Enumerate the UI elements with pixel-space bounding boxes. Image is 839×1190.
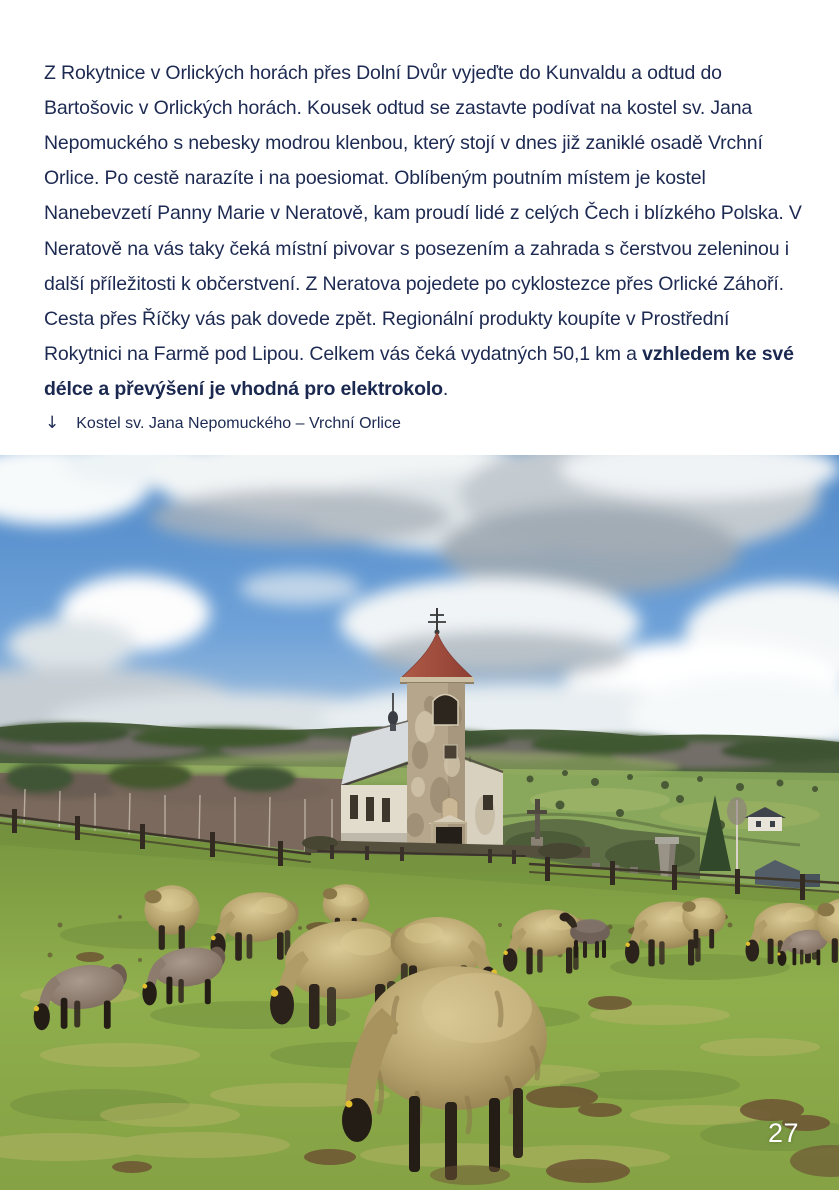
- intro-text: Z Rokytnice v Orlických horách přes Dolní Dvůr vyjeďte do Kunvaldu a odtud do Bartošovic v Orlických horách. Kousek odtud se zastavte podívat na kostel sv. Jana Nepomuckého s nebesky modrou klenbou, který stojí v dnes již zaniklé osadě Vrchní Orlice. Po cestě narazíte i na poesiomat. Oblíbeným poutním místem je kostel Nanebevzetí Panny Marie v Neratově, kam proudí lidé z celých Čech i blízkého Polska. V Neratově na vás taky čeká místní pivovar s posezením a zahrada s čerstvou zeleninou i další příležitosti k občerstvení. Z Neratova pojedete po cyklostezce přes Orlické Záhoří. Cesta přes Říčky vás pak dovede zpět. Regionální produkty koupíte v Prostřední Rokytnici na Farmě pod Lipou. Celkem vás čeká vydatných 50,1 km a: [44, 61, 802, 366]
- intro-paragraph: [44, 56, 806, 408]
- page-number: 27: [768, 1118, 800, 1148]
- photo-kostel-vrchni-orlice: [0, 455, 839, 1190]
- intro-text-end: .: [442, 378, 449, 401]
- photo-caption-label: Kostel sv. Jana Nepomuckého – Vrchní Orlice: [76, 415, 401, 432]
- photo-caption: [45, 413, 401, 433]
- intro-text-bold: vzhledem ke své délce a převýšení je vhodná pro elektrokolo: [44, 343, 794, 401]
- down-arrow-icon: ↓: [45, 413, 60, 433]
